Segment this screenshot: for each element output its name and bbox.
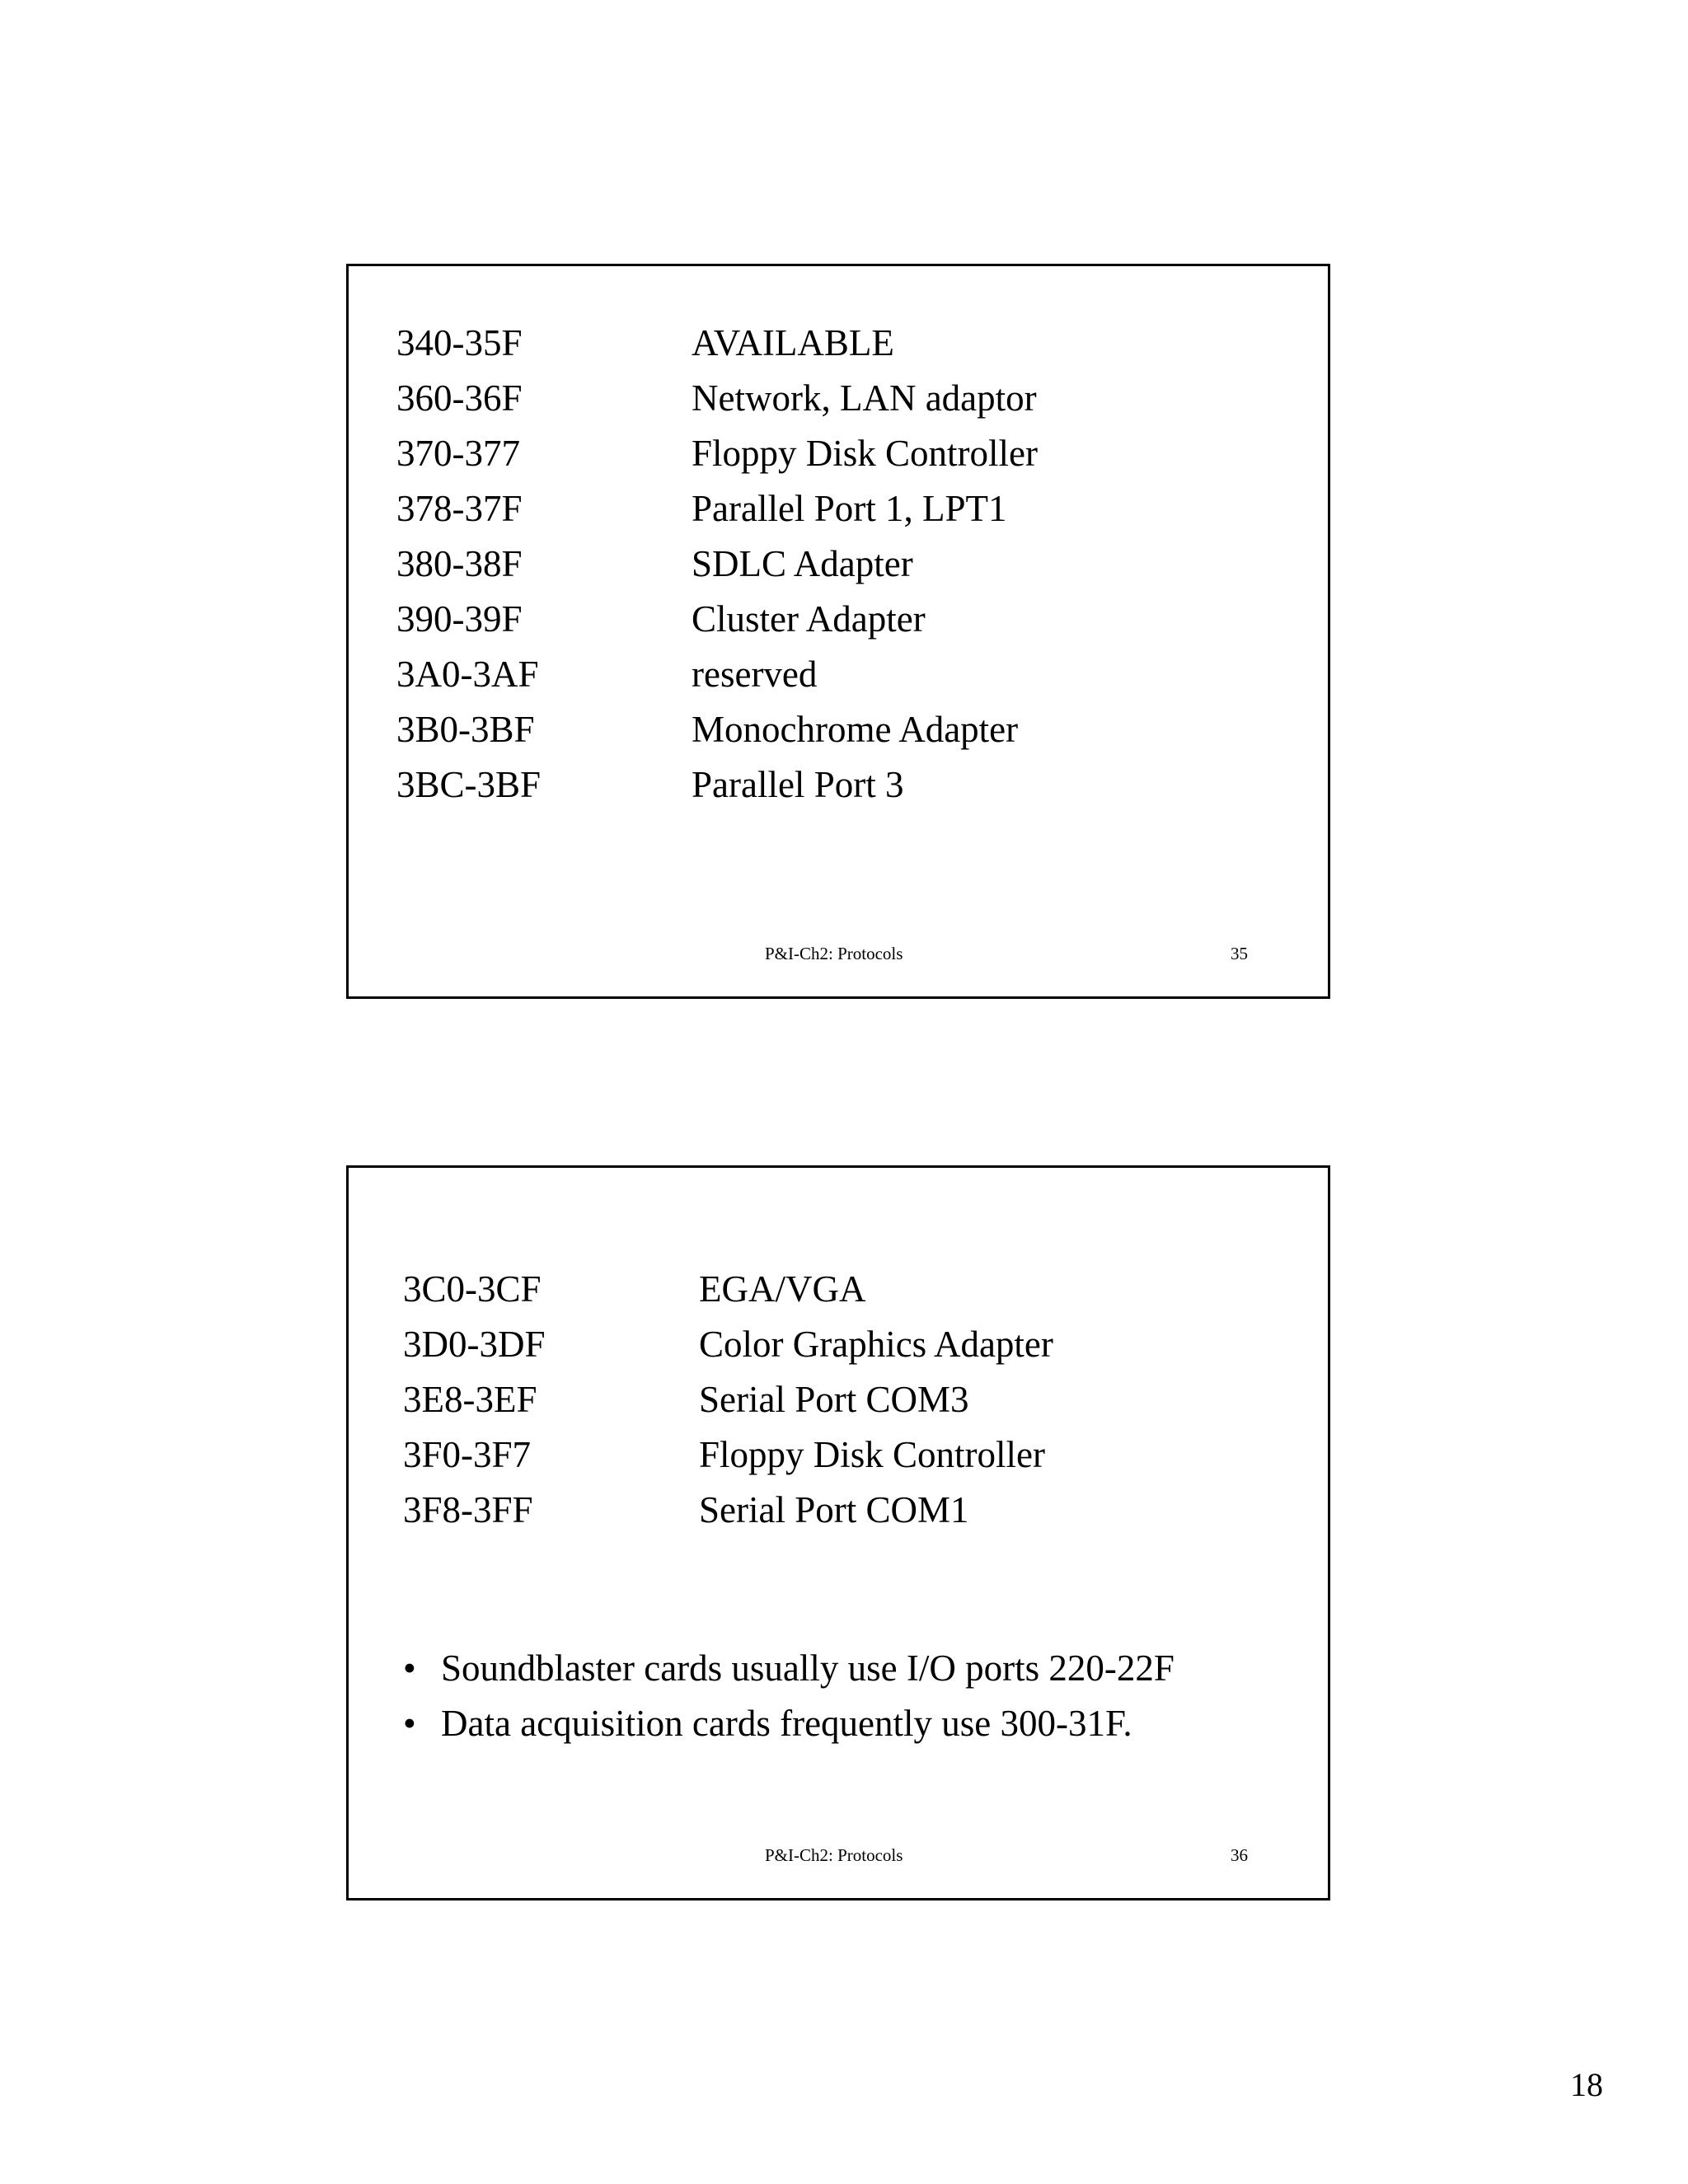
slide-number: 35: [1231, 944, 1248, 963]
port-description: EGA/VGA: [699, 1268, 866, 1310]
port-description: Serial Port COM3: [699, 1379, 969, 1420]
bullet-icon: •: [403, 1703, 416, 1744]
list-item: [403, 1696, 1175, 1751]
table-row: [396, 371, 1038, 426]
port-description: Parallel Port 1, LPT1: [692, 488, 1007, 529]
table-row: [396, 481, 1038, 537]
table-row: [403, 1427, 1053, 1483]
slide-footer-title: P&I-Ch2: Protocols: [765, 1845, 903, 1865]
port-description: reserved: [692, 654, 818, 695]
table-row: [396, 316, 1038, 371]
table-row: [396, 647, 1038, 702]
port-description: Network, LAN adaptor: [692, 377, 1037, 419]
table-row: [403, 1262, 1053, 1317]
table-row: [403, 1372, 1053, 1427]
list-item: [403, 1641, 1175, 1696]
slide-number: 36: [1231, 1845, 1248, 1865]
port-range: 370-377: [396, 433, 520, 474]
port-description: Color Graphics Adapter: [699, 1324, 1053, 1365]
bullet-text: Data acquisition cards frequently use 300-31F.: [441, 1703, 1132, 1744]
port-range: 390-39F: [396, 598, 523, 640]
table-row: [396, 757, 1038, 813]
port-table: [396, 316, 1038, 813]
port-description: SDLC Adapter: [692, 543, 913, 584]
table-row: [396, 426, 1038, 481]
port-description: Floppy Disk Controller: [692, 433, 1039, 474]
port-table: [403, 1262, 1053, 1538]
page-number: 18: [1570, 2066, 1603, 2103]
table-row: [403, 1483, 1053, 1538]
table-row: [396, 592, 1038, 647]
port-range: 3E8-3EF: [403, 1379, 537, 1420]
port-range: 3BC-3BF: [396, 764, 542, 805]
slide-36: [346, 1165, 1330, 1900]
table-row: [396, 537, 1038, 592]
port-range: 3B0-3BF: [396, 709, 535, 750]
port-range: 360-36F: [396, 377, 523, 419]
bullet-icon: •: [403, 1647, 416, 1689]
port-range: 378-37F: [396, 488, 523, 529]
port-description: Parallel Port 3: [692, 764, 904, 805]
slide-35: [346, 264, 1330, 999]
port-range: 3F0-3F7: [403, 1434, 532, 1475]
port-description: AVAILABLE: [692, 322, 894, 363]
table-row: [396, 702, 1038, 757]
table-row: [403, 1317, 1053, 1372]
port-range: 3A0-3AF: [396, 654, 539, 695]
port-description: Serial Port COM1: [699, 1489, 969, 1530]
bullet-list: [403, 1641, 1175, 1751]
slide-footer-title: P&I-Ch2: Protocols: [765, 944, 903, 963]
port-range: 340-35F: [396, 322, 523, 363]
port-range: 3F8-3FF: [403, 1489, 533, 1530]
bullet-text: Soundblaster cards usually use I/O ports 220-22F: [441, 1647, 1175, 1689]
port-range: 380-38F: [396, 543, 523, 584]
port-description: Cluster Adapter: [692, 598, 926, 640]
port-description: Floppy Disk Controller: [699, 1434, 1046, 1475]
port-description: Monochrome Adapter: [692, 709, 1019, 750]
port-range: 3D0-3DF: [403, 1324, 546, 1365]
port-range: 3C0-3CF: [403, 1268, 542, 1310]
